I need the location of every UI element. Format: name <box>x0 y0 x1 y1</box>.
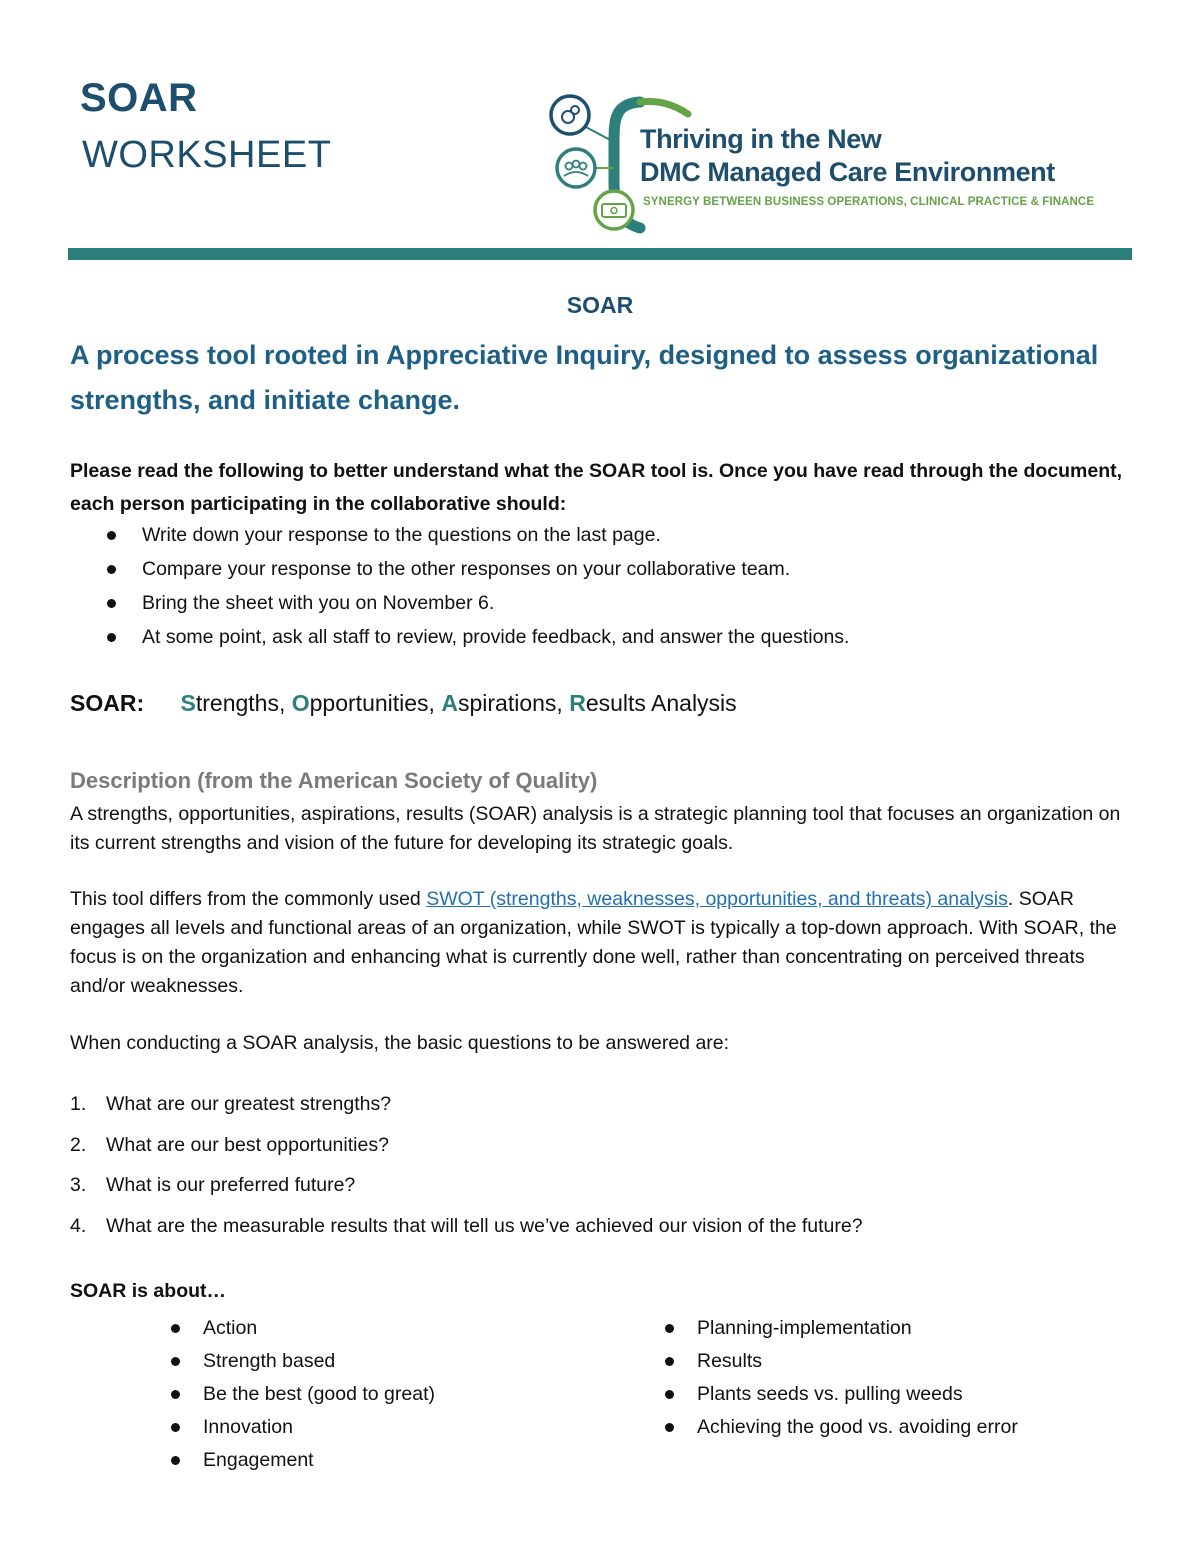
question-list <box>70 1084 1130 1246</box>
bullet-icon <box>665 1423 674 1432</box>
bullet-icon <box>107 599 116 608</box>
list-item: Be the best (good to great) <box>170 1378 610 1411</box>
bullet-icon <box>171 1456 180 1465</box>
list-item: Results <box>664 1345 1144 1378</box>
bullet-icon <box>171 1324 180 1333</box>
bullet-icon <box>665 1324 674 1333</box>
page-title: SOAR <box>80 76 198 120</box>
intro-text: Please read the following to better understand what the SOAR tool is. Once you have read through the document, each person participating in the collaborative should: <box>70 460 1123 515</box>
logo-tagline: SYNERGY BETWEEN BUSINESS OPERATIONS, CLINICAL PRACTICE & FINANCE <box>643 196 1095 208</box>
list-item: Compare your response to the other responses on your collaborative team. <box>100 552 1120 586</box>
page-subtitle: WORKSHEET <box>82 134 332 176</box>
about-heading: SOAR is about… <box>70 1280 227 1302</box>
list-item: 4. What are the measurable results that will tell us we’ve achieved our vision of the future? <box>70 1214 863 1237</box>
bullet-icon <box>171 1357 180 1366</box>
list-item: Strength based <box>170 1345 610 1378</box>
list-item: Innovation <box>170 1411 610 1444</box>
section-subtitle: A process tool rooted in Appreciative Inquiry, designed to assess organizational strengths, and initiate change. <box>70 340 1099 415</box>
bullet-icon <box>107 565 116 574</box>
bullet-icon <box>665 1357 674 1366</box>
swot-link[interactable]: SWOT (strengths, weaknesses, opportunities, and threats) analysis <box>426 888 1008 910</box>
list-item: Write down your response to the questions on the last page. <box>100 518 1120 552</box>
list-item: 2. What are our best opportunities? <box>70 1133 389 1156</box>
list-item: Action <box>170 1312 610 1345</box>
list-item: 3. What is our preferred future? <box>70 1174 356 1196</box>
bullet-icon <box>107 531 116 540</box>
list-item: At some point, ask all staff to review, provide feedback, and answer the questions. <box>100 620 1120 654</box>
bullet-icon <box>171 1423 180 1432</box>
section-heading: SOAR <box>566 292 634 318</box>
about-list-right <box>664 1312 1144 1444</box>
bullet-icon <box>107 633 116 642</box>
bullet-icon <box>171 1390 180 1399</box>
header-divider <box>68 248 1132 260</box>
description-heading: Description (from the American Society of Quality) <box>70 768 598 793</box>
soar-definition: SOAR: Strengths, Opportunities, Aspirations, Results Analysis <box>70 690 737 716</box>
people-icon <box>557 149 595 187</box>
list-item: Achieving the good vs. avoiding error <box>664 1411 1144 1444</box>
soar-label: SOAR: <box>70 690 145 716</box>
list-item: Plants seeds vs. pulling weeds <box>664 1378 1144 1411</box>
list-item: Planning-implementation <box>664 1312 1144 1345</box>
list-item: Engagement <box>170 1444 610 1477</box>
description-paragraph-1: A strengths, opportunities, aspirations, results (SOAR) analysis is a strategic planning tool that focuses an organization on its current strengths and vision of the future for developing its strategic goals. <box>70 803 1121 854</box>
money-icon <box>595 191 633 229</box>
bullet-icon <box>665 1390 674 1399</box>
list-item: Bring the sheet with you on November 6. <box>100 586 1120 620</box>
about-list-left <box>170 1312 610 1477</box>
list-item: 1. What are our greatest strengths? <box>70 1093 392 1115</box>
description-paragraph-3: When conducting a SOAR analysis, the basic questions to be answered are: <box>70 1032 730 1054</box>
logo-text-line2: DMC Managed Care Environment <box>640 157 1055 187</box>
logo-text-line1: Thriving in the New <box>640 124 882 154</box>
instruction-list <box>100 518 1120 654</box>
gears-icon <box>551 96 589 134</box>
description-paragraph-2: This tool differs from the commonly used SWOT (strengths, weaknesses, opportunities, and threats) analysis. SOAR engages all levels and functional areas of an organization, while SWOT is typically a top-down approach. With SOAR, the focus is on the organization and enhancing what is currently done well, rather than concentrating on perceived threats and/or weaknesses. <box>70 888 1117 997</box>
